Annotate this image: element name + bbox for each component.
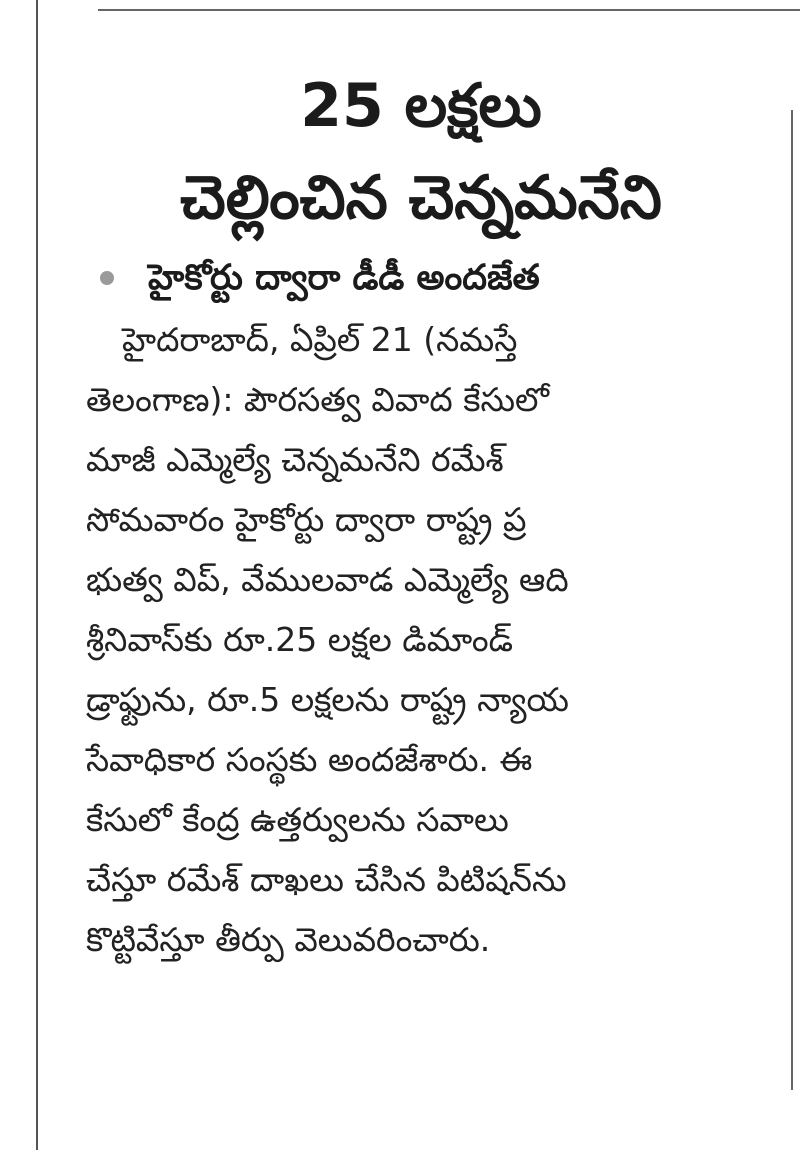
right-column-rule bbox=[791, 110, 793, 1090]
body-line: తెలంగాణ): పౌరసత్వ వివాద కేసులో bbox=[86, 380, 549, 419]
left-column-rule bbox=[36, 0, 38, 1150]
body-line: కొట్టివేస్తూ తీర్పు వెలువరించారు. bbox=[86, 920, 491, 959]
body-line: చేస్తూ రమేశ్ దాఖలు చేసిన పిటిషన్‌ను bbox=[86, 860, 567, 899]
body-line: శ్రీనివాస్‌కు రూ.25 లక్షల డిమాండ్ bbox=[86, 620, 513, 659]
headline-line-2: చెల్లించిన చెన్నమనేని bbox=[180, 163, 662, 233]
body-line: సోమవారం హైకోర్టు ద్వారా రాష్ట్ర ప్ర bbox=[86, 500, 527, 539]
bullet-icon bbox=[100, 271, 114, 285]
article-body bbox=[86, 310, 756, 970]
headline-line-1: 25 లక్షలు bbox=[300, 71, 542, 141]
body-line: కేసులో కేంద్ర ఉత్తర్వులను సవాలు bbox=[86, 800, 509, 839]
headline bbox=[86, 60, 756, 244]
subheadline-text: హైకోర్టు ద్వారా డీడీ అందజేత bbox=[148, 258, 540, 298]
body-line: మాజీ ఎమ్మెల్యే చెన్నమనేని రమేశ్ bbox=[86, 440, 504, 479]
top-rule bbox=[98, 9, 800, 11]
body-line: సేవాధికార సంస్థకు అందజేశారు. ఈ bbox=[86, 740, 533, 779]
subheadline bbox=[86, 252, 756, 304]
article bbox=[86, 60, 756, 970]
body-line: భుత్వ విప్, వేములవాడ ఎమ్మెల్యే ఆది bbox=[86, 560, 569, 599]
body-line: హైదరాబాద్, ఏప్రిల్ 21 (నమస్తే bbox=[122, 320, 518, 359]
body-line: డ్రాఫ్టును, రూ.5 లక్షలను రాష్ట్ర న్యాయ bbox=[86, 680, 569, 719]
